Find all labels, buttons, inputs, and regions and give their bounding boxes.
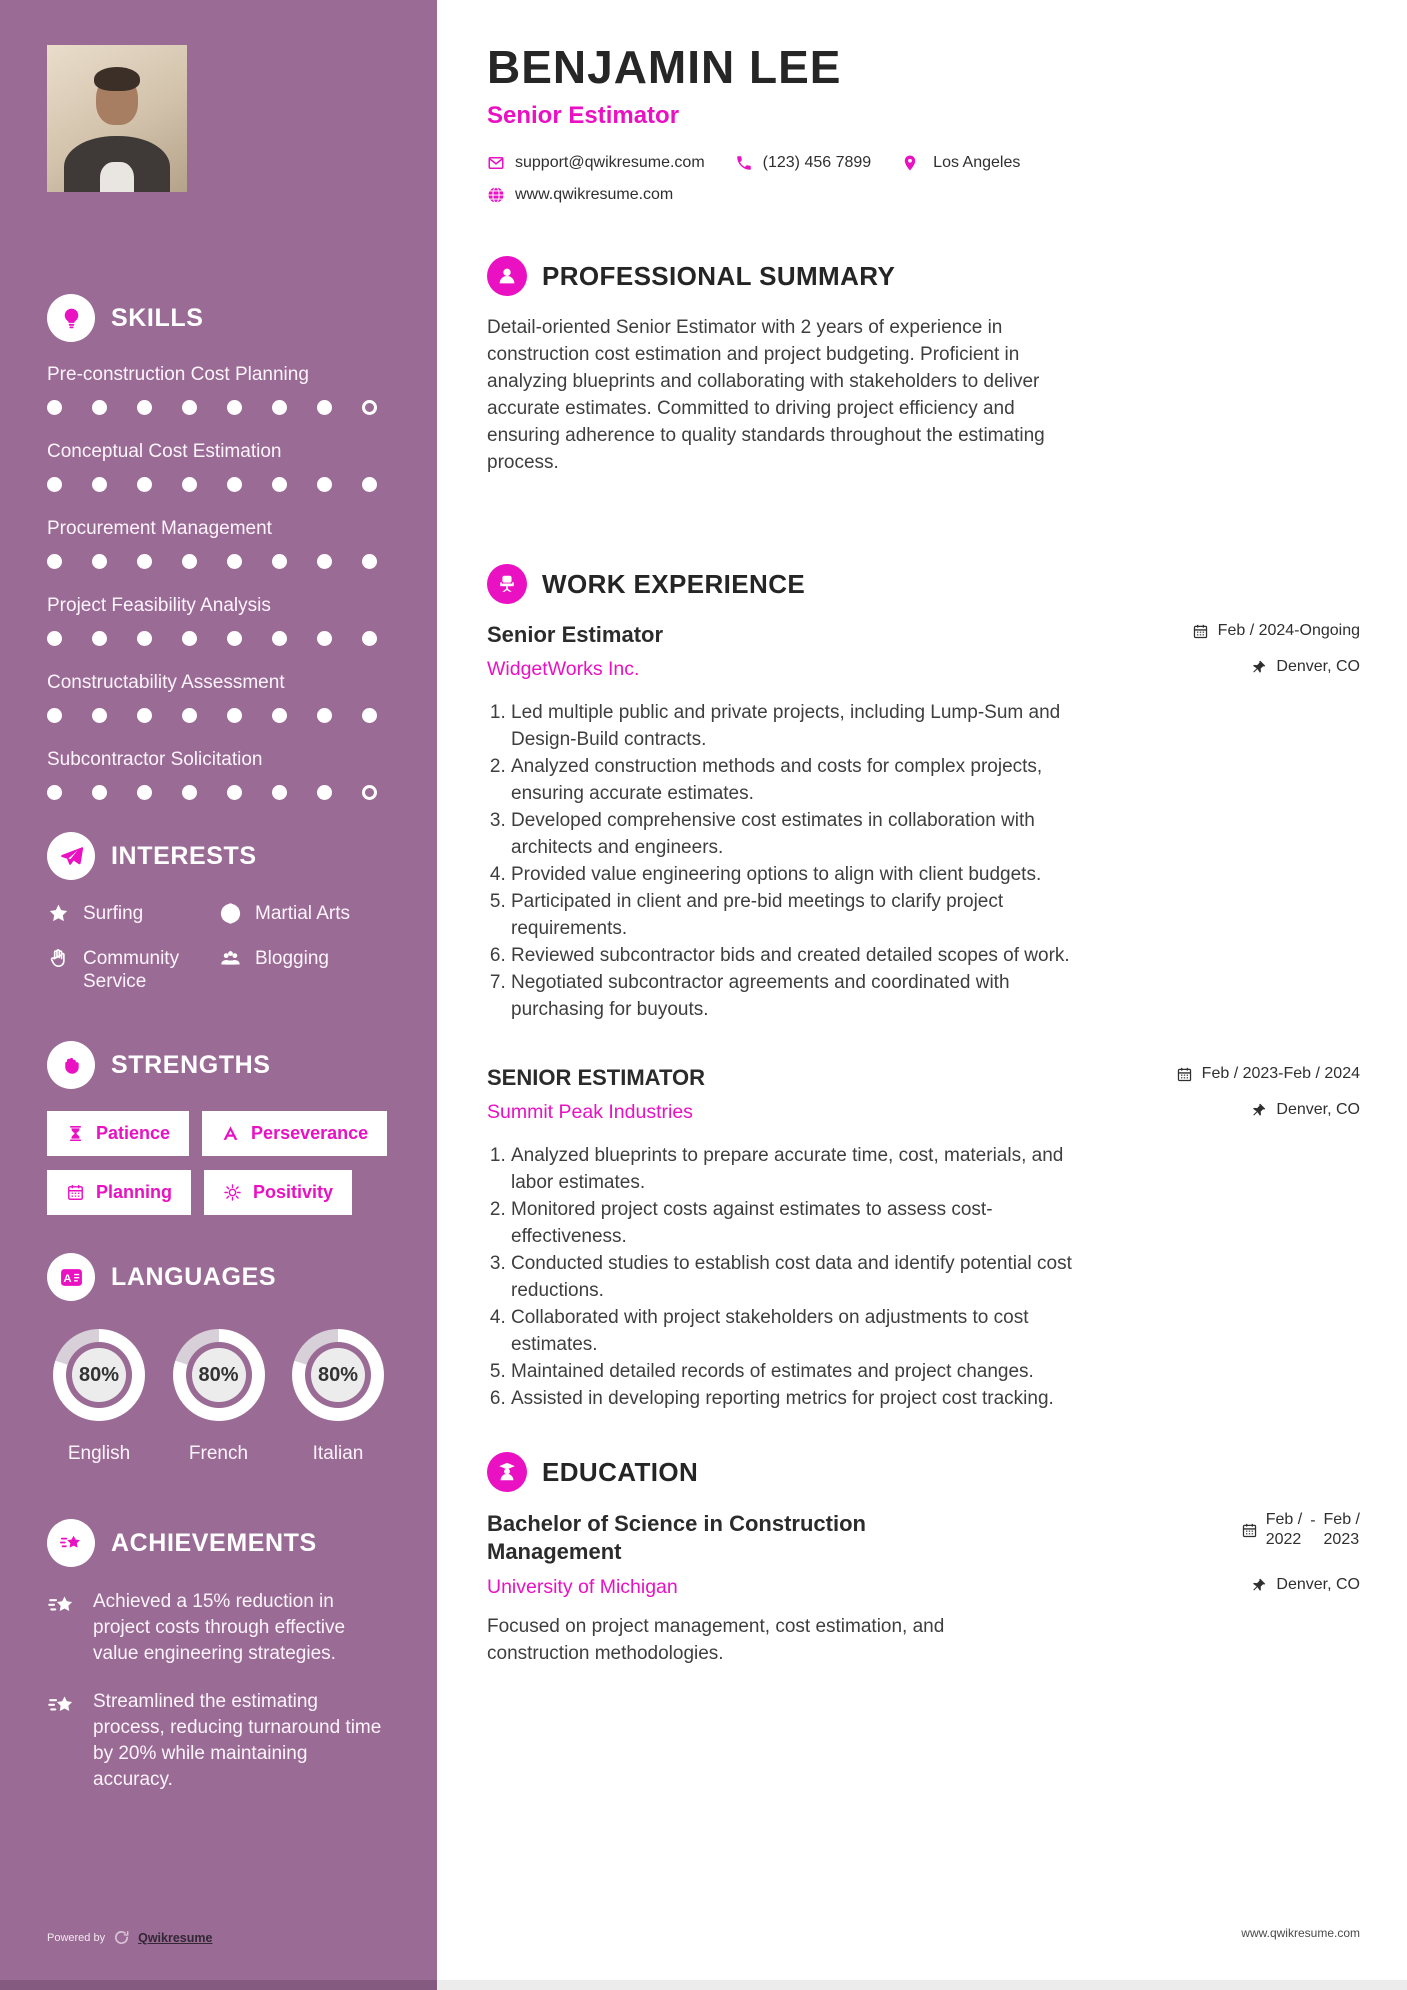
skill-dot-filled: [227, 400, 242, 415]
strengths-list: [47, 1111, 390, 1215]
powered-by-footer: [47, 1929, 212, 1946]
pushpin-icon: [1250, 1577, 1267, 1594]
interests-header: [47, 832, 390, 880]
interest-item: [47, 902, 219, 925]
skill-dot-filled: [47, 554, 62, 569]
interest-label: Blogging: [255, 948, 329, 969]
language-item: [286, 1329, 390, 1465]
languages-section: [47, 1253, 390, 1465]
email-icon: [487, 154, 505, 172]
skill-dot-filled: [272, 400, 287, 415]
skill-dot-filled: [182, 554, 197, 569]
strength-label: Patience: [96, 1123, 171, 1143]
footer-site-link[interactable]: www.qwikresume.com: [1241, 1926, 1360, 1940]
edu-date-start: Feb /: [1265, 1511, 1303, 1528]
job-bullet-list: [487, 699, 1087, 1023]
skill-item: [47, 749, 390, 800]
translate-icon: [59, 1265, 84, 1290]
job-bullet: 5. Participated in client and pre-bid meetings to clarify project requirements.: [511, 888, 1087, 942]
achievement-item: [47, 1589, 390, 1667]
skill-dot-filled: [92, 400, 107, 415]
skill-dot-filled: [227, 708, 242, 723]
language-gauge: [53, 1329, 145, 1421]
website-contact[interactable]: [487, 186, 673, 204]
strength-label: Planning: [96, 1182, 172, 1202]
sidebar: [0, 0, 437, 1990]
skill-dot-filled: [182, 477, 197, 492]
globe-icon: [487, 186, 505, 204]
skill-dot-filled: [227, 554, 242, 569]
strength-label: Perseverance: [251, 1123, 369, 1143]
calendar-icon: [66, 1183, 85, 1202]
strength-chip: [202, 1111, 387, 1156]
skill-dot-filled: [227, 631, 242, 646]
skill-dot-filled: [137, 477, 152, 492]
skill-item: [47, 364, 390, 415]
skill-rating: [47, 554, 390, 569]
hourglass-icon: [66, 1124, 85, 1143]
graduation-icon: [496, 1461, 518, 1483]
skill-label: Conceptual Cost Estimation: [47, 441, 282, 462]
skill-item: [47, 595, 390, 646]
skill-dot-filled: [47, 631, 62, 646]
experience-header: [487, 564, 1360, 604]
location-pin-icon: [901, 154, 919, 172]
interests-title: INTERESTS: [111, 841, 257, 870]
strength-label: Positivity: [253, 1182, 334, 1202]
skill-dot-filled: [317, 400, 332, 415]
skill-label: Constructability Assessment: [47, 672, 285, 693]
experience-section: [487, 564, 1360, 1412]
job-bullet: 2. Monitored project costs against estimates to assess cost-effectiveness.: [511, 1196, 1087, 1250]
skills-section: [47, 294, 390, 800]
skill-label: Subcontractor Solicitation: [47, 749, 263, 770]
language-item: [47, 1329, 151, 1465]
strength-chip: [47, 1170, 191, 1215]
skill-dot-filled: [137, 400, 152, 415]
skill-dot-filled: [92, 477, 107, 492]
strength-chip: [47, 1111, 189, 1156]
skill-rating: [47, 785, 390, 800]
bottom-strip-left: [0, 1980, 437, 1990]
education-title: EDUCATION: [542, 1456, 699, 1487]
skill-dot-filled: [182, 631, 197, 646]
job-entry: [487, 622, 1360, 1023]
job-bullet: 1. Led multiple public and private projects, including Lump-Sum and Design-Build contracts.: [511, 699, 1087, 753]
skill-dot-filled: [47, 785, 62, 800]
skill-dot-filled: [47, 477, 62, 492]
person-icon: [496, 265, 518, 287]
achievement-text: Streamlined the estimating process, reducing turnaround time by 20% while maintaining accuracy.: [93, 1691, 382, 1790]
skill-dot-filled: [317, 631, 332, 646]
job-bullet: 5. Maintained detailed records of estimates and project changes.: [511, 1358, 1087, 1385]
languages-header: [47, 1253, 390, 1301]
date-separator: -: [1310, 1512, 1316, 1529]
job-company: Summit Peak Industries: [487, 1101, 693, 1123]
job-role: Senior Estimator: [487, 622, 664, 647]
summary-title: PROFESSIONAL SUMMARY: [542, 260, 896, 291]
summary-header: [487, 256, 1360, 296]
skills-title: SKILLS: [111, 303, 204, 332]
calendar-icon: [1176, 1066, 1193, 1083]
edu-date-end: Feb /: [1323, 1511, 1360, 1528]
job-bullet: 7. Negotiated subcontractor agreements and coordinated with purchasing for buyouts.: [511, 969, 1087, 1023]
svg-text:A: A: [62, 1272, 72, 1285]
skill-dot-filled: [137, 554, 152, 569]
location-text: Los Angeles: [933, 154, 1021, 171]
skill-dot-filled: [137, 785, 152, 800]
skill-dot-filled: [47, 708, 62, 723]
summary-text: Detail-oriented Senior Estimator with 2 years of experience in construction cost estimation and project budgeting. Proficient in analyzing blueprints and collaborating with stakeholders to deliver accurate estimates. Committed to driving project efficiency and ensuring adherence to quality standards throughout the estimating process.: [487, 317, 1045, 473]
phone-text: (123) 456 7899: [762, 154, 872, 171]
languages-list: [47, 1329, 390, 1465]
achievements-header: [47, 1519, 390, 1567]
pushpin-icon: [1250, 1102, 1267, 1119]
interest-label: Surfing: [83, 903, 144, 924]
bottom-strip-right: [437, 1980, 1407, 1990]
skill-rating: [47, 631, 390, 646]
skill-dot-filled: [362, 631, 377, 646]
job-bullet: 3. Developed comprehensive cost estimates in collaboration with architects and engineers.: [511, 807, 1087, 861]
skill-rating: [47, 708, 390, 723]
language-label: French: [188, 1443, 249, 1464]
summary-section: [487, 256, 1360, 476]
achievement-item: [47, 1689, 390, 1793]
job-location: [1250, 1101, 1360, 1119]
website-text: www.qwikresume.com: [515, 186, 674, 203]
achievements-title: ACHIEVEMENTS: [111, 1528, 317, 1557]
skill-dot-empty: [362, 400, 377, 415]
skill-dot-filled: [227, 785, 242, 800]
skill-dot-filled: [182, 400, 197, 415]
strength-chip: [204, 1170, 352, 1215]
skills-header: [47, 294, 390, 342]
skill-rating: [47, 477, 390, 492]
education-dates: Feb / 2022 - Feb / 2023: [1241, 1510, 1360, 1550]
education-description: Focused on project management, cost estimation, and construction methodologies.: [487, 1616, 945, 1664]
skill-dot-filled: [182, 785, 197, 800]
job-entry: [487, 1065, 1360, 1412]
globe-icon: [219, 902, 242, 925]
language-percent: 80%: [72, 1348, 126, 1402]
skill-dot-filled: [317, 554, 332, 569]
skill-dot-filled: [272, 708, 287, 723]
skill-dot-filled: [182, 708, 197, 723]
shooting-star-icon: [47, 1691, 77, 1721]
email-text: support@qwikresume.com: [515, 154, 705, 171]
school-name: University of Michigan: [487, 1576, 678, 1598]
skill-label: Project Feasibility Analysis: [47, 595, 271, 616]
achievement-text: Achieved a 15% reduction in project costs through effective value engineering strategies.: [93, 1591, 346, 1664]
skill-label: Pre-construction Cost Planning: [47, 364, 309, 385]
location-contact: [901, 154, 1020, 172]
job-location-text: Denver, CO: [1276, 658, 1360, 675]
experience-title: WORK EXPERIENCE: [542, 568, 806, 599]
interests-list: [47, 902, 390, 993]
job-bullet: 6. Reviewed subcontractor bids and created detailed scopes of work.: [511, 942, 1087, 969]
job-location: [1250, 658, 1360, 676]
education-location: [1250, 1576, 1360, 1594]
hand-icon: [47, 947, 70, 970]
email-contact[interactable]: [487, 154, 705, 172]
skill-dot-filled: [272, 631, 287, 646]
skill-dot-filled: [317, 708, 332, 723]
skill-dot-filled: [227, 477, 242, 492]
job-bullet: 1. Analyzed blueprints to prepare accurate time, cost, materials, and labor estimates.: [511, 1142, 1087, 1196]
job-bullet: 4. Provided value engineering options to align with client budgets.: [511, 861, 1087, 888]
qwikresume-brand-link[interactable]: Qwikresume: [138, 1930, 213, 1945]
interest-label: Martial Arts: [255, 903, 351, 924]
education-section: [487, 1452, 1360, 1667]
star-icon: [47, 902, 70, 925]
skill-item: [47, 518, 390, 569]
skill-dot-filled: [317, 785, 332, 800]
fist-icon: [59, 1053, 84, 1078]
language-percent: 80%: [311, 1348, 365, 1402]
profile-photo: [47, 45, 187, 192]
interest-item: [47, 947, 219, 993]
skill-dot-filled: [92, 554, 107, 569]
interest-label: Community Service: [83, 948, 180, 992]
perseverance-icon: [221, 1124, 240, 1143]
education-header: [487, 1452, 1360, 1492]
pushpin-icon: [1250, 659, 1267, 676]
skill-dot-filled: [362, 477, 377, 492]
job-bullet: 6. Assisted in developing reporting metrics for project cost tracking.: [511, 1385, 1087, 1412]
website-row: [487, 186, 1360, 204]
language-gauge: [292, 1329, 384, 1421]
job-bullet: 4. Collaborated with project stakeholders on adjustments to cost estimates.: [511, 1304, 1087, 1358]
skill-dot-filled: [92, 631, 107, 646]
language-gauge: [173, 1329, 265, 1421]
achievements-list: [47, 1589, 390, 1793]
strengths-section: [47, 1041, 390, 1215]
interest-item: [219, 902, 390, 925]
language-label: Italian: [312, 1443, 364, 1464]
job-date-text: Feb / 2023-Feb / 2024: [1201, 1065, 1360, 1082]
calendar-icon: [1241, 1522, 1258, 1539]
candidate-name: BENJAMIN LEE: [487, 41, 842, 93]
languages-title: LANGUAGES: [111, 1262, 277, 1291]
calendar-icon: [1192, 623, 1209, 640]
job-location-text: Denver, CO: [1276, 1101, 1360, 1118]
skills-list: [47, 364, 390, 800]
paper-plane-icon: [59, 844, 84, 869]
job-role: SENIOR ESTIMATOR: [487, 1065, 705, 1090]
education-location-text: Denver, CO: [1276, 1576, 1360, 1593]
skill-dot-filled: [362, 554, 377, 569]
strengths-header: [47, 1041, 390, 1089]
skill-dot-filled: [137, 708, 152, 723]
skill-dot-filled: [137, 631, 152, 646]
skill-dot-filled: [272, 785, 287, 800]
achievements-section: [47, 1519, 390, 1793]
skill-rating: [47, 400, 390, 415]
language-label: English: [67, 1443, 131, 1464]
shooting-star-icon: [59, 1531, 84, 1556]
language-percent: 80%: [192, 1348, 246, 1402]
job-company: WidgetWorks Inc.: [487, 658, 640, 680]
skill-dot-filled: [272, 477, 287, 492]
skill-label: Procurement Management: [47, 518, 272, 539]
main-column: [437, 0, 1407, 1990]
powered-by-label: Powered by: [47, 1931, 106, 1944]
skill-dot-filled: [47, 400, 62, 415]
job-dates: [1176, 1065, 1360, 1083]
degree-name: Bachelor of Science in Construction Management: [487, 1511, 866, 1564]
qwikresume-logo-icon: [113, 1929, 130, 1946]
skill-dot-filled: [317, 477, 332, 492]
contact-row: [487, 154, 1360, 172]
candidate-title: Senior Estimator: [487, 102, 680, 129]
sun-icon: [223, 1183, 242, 1202]
skill-dot-filled: [92, 785, 107, 800]
skill-dot-filled: [92, 708, 107, 723]
language-item: [167, 1329, 271, 1465]
skill-item: [47, 672, 390, 723]
job-bullet: 2. Analyzed construction methods and costs for complex projects, ensuring accurate estimates.: [511, 753, 1087, 807]
skill-dot-filled: [362, 708, 377, 723]
users-icon: [219, 947, 242, 970]
shooting-star-icon: [47, 1591, 77, 1621]
strengths-title: STRENGTHS: [111, 1050, 271, 1079]
skill-dot-empty: [362, 785, 377, 800]
job-bullet: 3. Conducted studies to establish cost data and identify potential cost reductions.: [511, 1250, 1087, 1304]
skill-item: [47, 441, 390, 492]
job-bullet-list: [487, 1142, 1087, 1412]
lightbulb-icon: [59, 306, 84, 331]
skill-dot-filled: [272, 554, 287, 569]
interest-item: [219, 947, 390, 993]
interests-section: [47, 832, 390, 993]
phone-contact[interactable]: [735, 154, 872, 172]
job-dates: [1192, 622, 1360, 640]
job-date-text: Feb / 2024-Ongoing: [1217, 622, 1360, 639]
phone-icon: [735, 154, 753, 172]
office-chair-icon: [496, 573, 518, 595]
